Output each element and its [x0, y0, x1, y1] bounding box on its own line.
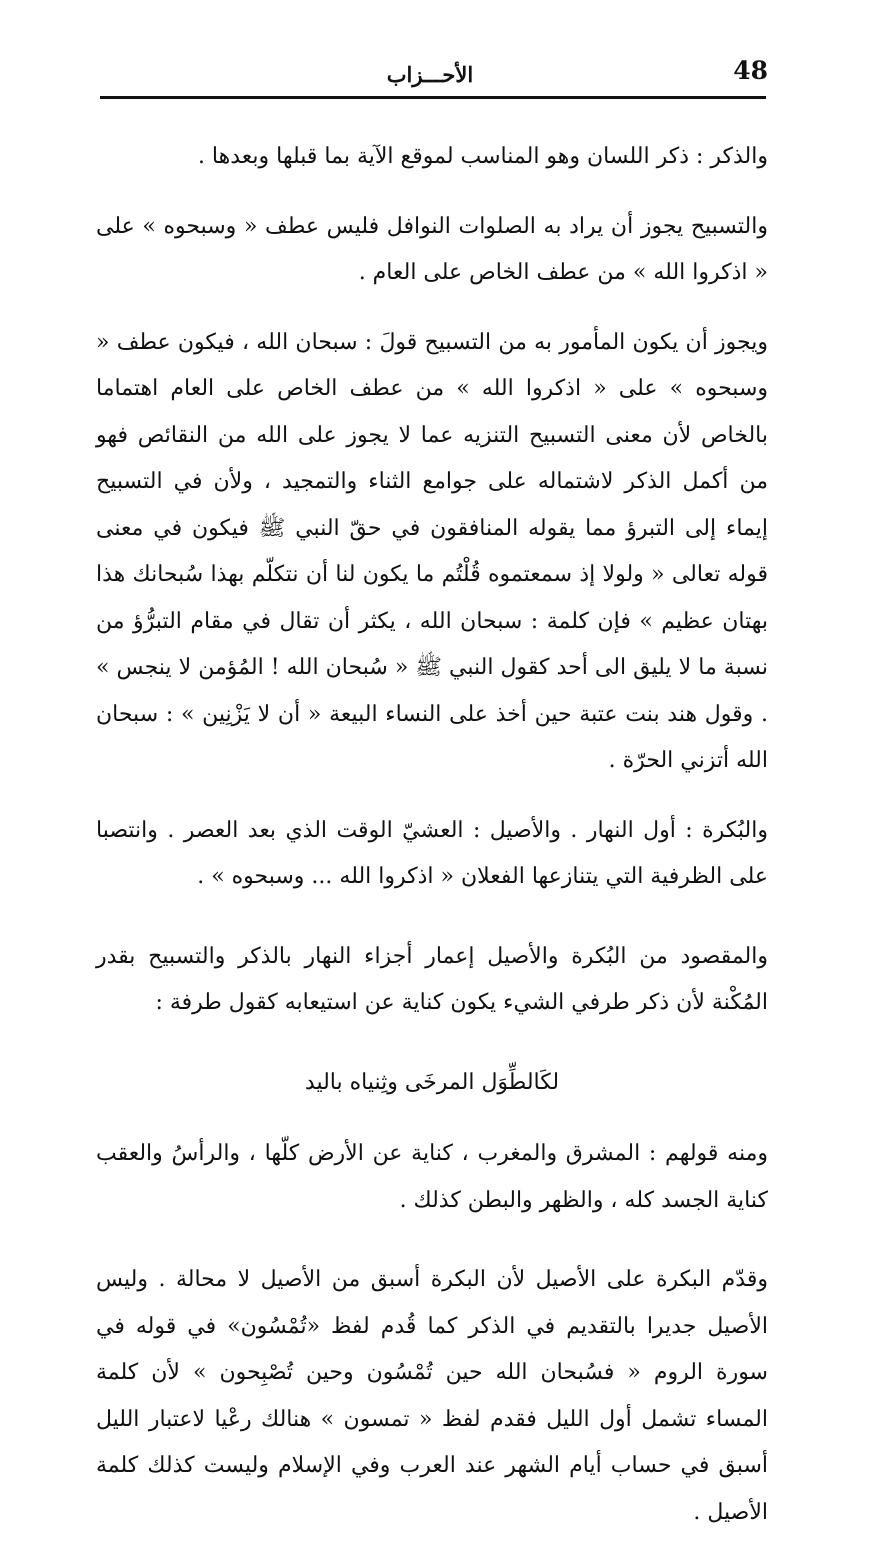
body-text	[96, 134, 768, 1559]
paragraph-bukra-asil: والبُكرة : أول النهار . والأصيل : العشيّ الوقت الذي بعد العصر . وانتصبا على الظرفية التي يتنازعها الفعلان « اذكروا الله ... وسبحوه » .	[96, 817, 768, 889]
paragraph-east-west: ومنه قولهم : المشرق والمغرب ، كناية عن الأرض كلّها ، والرأسُ والعقب كناية الجسد كله ، والظهر والبطن كذلك .	[96, 1141, 768, 1213]
paragraph-tasbih: والتسبيح يجوز أن يراد به الصلوات النوافل فليس عطف « وسبحوه » على « اذكروا الله » من عطف الخاص على العام .	[96, 213, 768, 285]
page-number: 48	[733, 56, 768, 85]
paragraph-subhan-allah: ويجوز أن يكون المأمور به من التسبيح قولَ : سبحان الله ، فيكون عطف « وسبحوه » على « اذكروا الله » من عطف الخاص على العام اهتماما بالخاص لأن معنى التسبيح التنزيه عما لا يجوز على الله من النقائص فهو من أكمل الذكر لاشتماله على جوامع الثناء والتمجيد ، ولأن في التسبيح إيماء إلى التبرؤ مما يقوله المنافقون في حقّ النبي ﷺ فيكون في معنى قوله تعالى « ولولا إذ سمعتموه قُلْتُم ما يكون لنا أن نتكلّم بهذا سُبحانك هذا بهتان عظيم » فإن كلمة : سبحان الله ، يكثر أن تقال في مقام التبرُّؤ من نسبة ما لا يليق الى أحد كقول النبي ﷺ « سُبحان الله ! المُؤمن لا ينجس » . وقول هند بنت عتبة حين أخذ على النساء البيعة « أن لا يَزْنِين » : سبحان الله أتزني الحرّة .	[96, 329, 768, 773]
running-head: الأحـــزاب	[386, 62, 474, 87]
paragraph-precedence: وقدّم البكرة على الأصيل لأن البكرة أسبق من الأصيل لا محالة . وليس الأصيل جديرا بالتقديم في الذكر كما قُدم لفظ «تُمْسُون» في قوله في سورة الروم « فسُبحان الله حين تُمْسُون وحين تُصْبِحون » لأن كلمة المساء تشمل أول الليل فقدم لفظ « تمسون » هنالك رعْيا لاعتبار الليل أسبق في حساب أيام الشهر عند العرب وفي الإسلام وليست كذلك كلمة الأصيل .	[96, 1267, 768, 1525]
poetry-verse: لكَالطِّوَل المرخَى وثِنياه باليد	[304, 1069, 560, 1095]
header-rule	[100, 96, 766, 99]
paragraph-purpose: والمقصود من البُكرة والأصيل إعمار أجزاء النهار بالذكر والتسبيح بقدر المُكْنة لأن ذكر طرفي الشيء يكون كناية عن استيعابه كقول طرفة :	[96, 943, 768, 1015]
paragraph-dhikr: والذكر : ذكر اللسان وهو المناسب لموقع الآية بما قبلها وبعدها .	[197, 144, 768, 169]
